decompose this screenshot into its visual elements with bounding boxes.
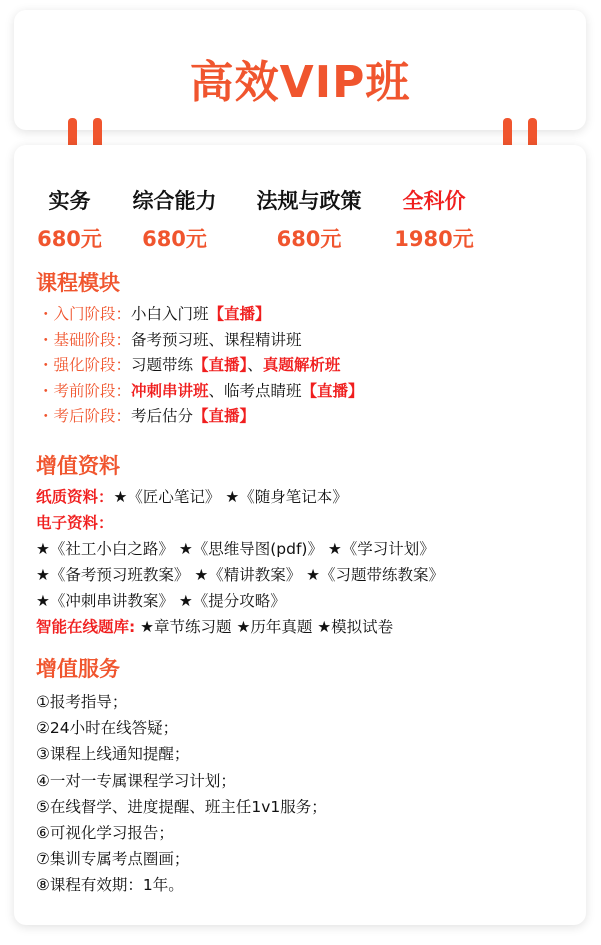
bank-items: ★章节练习题 ★历年真题 ★模拟试卷 (135, 618, 394, 636)
price-item (32, 185, 107, 253)
stage-separator: 、 (247, 356, 263, 374)
service-item: ④一对一专属课程学习计划； (36, 771, 236, 790)
service-item: ③课程上线通知提醒； (36, 745, 190, 764)
course-section-title: 课程模块 (36, 271, 120, 295)
subject-price: 680元 (142, 227, 207, 251)
electronic-item-line: ★《备考预习班教案》 ★《精讲教案》 ★《习题带练教案》 (36, 566, 445, 584)
service-item: ⑤在线督学、进度提醒、班主任1v1服务； (36, 797, 327, 816)
stage-highlight: 真题解析班 (262, 356, 341, 374)
page-title: 高效VIP班 (189, 57, 411, 108)
subject-name: 实务 (48, 189, 91, 213)
electronic-item-line: ★《社工小白之路》 ★《思维导图(pdf)》 ★《学习计划》 (36, 540, 435, 558)
electronic-label: 电子资料： (36, 514, 114, 532)
stage-text: 、临考点睛班 (208, 381, 302, 400)
subject-price: 680元 (37, 227, 102, 251)
stage-text: 考后估分 (131, 407, 194, 425)
stage-item (38, 379, 364, 405)
paper-resources (36, 484, 444, 510)
electronic-label-line (36, 510, 444, 536)
stage-label: ・基础阶段： (38, 330, 132, 349)
stage-highlight: 冲刺串讲班 (131, 381, 209, 400)
title-card (14, 10, 586, 130)
service-item: ①报考指导； (36, 693, 128, 711)
price-table (14, 185, 586, 255)
price-item (384, 185, 484, 253)
subject-price: 1980元 (394, 227, 474, 251)
stage-label: ・考后阶段： (38, 407, 132, 425)
live-tag: 【直播】 (193, 407, 256, 425)
stage-item (38, 328, 364, 354)
question-bank (36, 614, 444, 640)
paper-items: ★《匠心笔记》 ★《随身笔记本》 (113, 488, 348, 506)
live-tag: 【直播】 (301, 381, 364, 400)
services-section-title: 增值服务 (36, 657, 120, 681)
price-item (246, 185, 372, 253)
bank-label: 智能在线题库: (36, 618, 136, 636)
resources-list (36, 484, 444, 640)
subject-name: 法规与政策 (256, 189, 362, 213)
stage-label: ・入门阶段： (38, 305, 132, 323)
live-tag: 【直播】 (193, 356, 248, 374)
services-list (36, 689, 327, 899)
stage-text: 小白入门班 (131, 305, 209, 323)
electronic-item-line: ★《冲刺串讲教案》 ★《提分攻略》 (36, 592, 286, 610)
subject-name: 全科价 (402, 189, 466, 213)
content-card (14, 145, 586, 925)
live-tag: 【直播】 (208, 305, 271, 323)
stage-list (38, 302, 364, 430)
stage-label: ・强化阶段： (38, 356, 132, 374)
subject-price: 680元 (276, 227, 342, 251)
service-item: ②24小时在线答疑； (36, 719, 179, 738)
subject-name: 综合能力 (132, 189, 217, 213)
paper-label: 纸质资料： (36, 488, 114, 506)
stage-text: 备考预习班、课程精讲班 (131, 330, 302, 349)
price-item (122, 185, 227, 253)
stage-item (38, 302, 364, 328)
stage-text: 习题带练 (131, 356, 194, 374)
resources-section-title: 增值资料 (36, 454, 120, 478)
stage-label: ・考前阶段： (38, 381, 132, 400)
service-item: ⑥可视化学习报告； (36, 824, 174, 843)
service-item: ⑦集训专属考点圈画； (36, 850, 190, 869)
stage-item (38, 404, 364, 430)
stage-item (38, 353, 364, 379)
service-item: ⑧课程有效期：1年。 (36, 876, 184, 895)
